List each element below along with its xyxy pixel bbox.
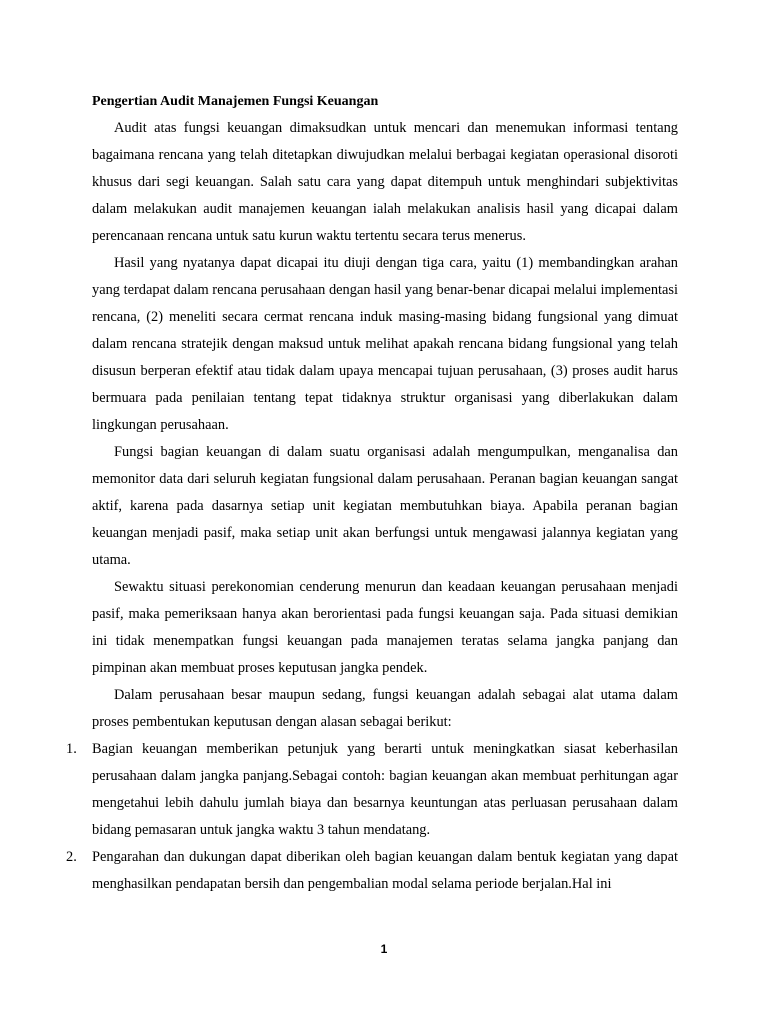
document-title: Pengertian Audit Manajemen Fungsi Keuangan bbox=[92, 94, 379, 109]
page-number: 1 bbox=[380, 942, 388, 956]
paragraph-5: Dalam perusahaan besar maupun sedang, fungsi keuangan adalah sebagai alat utama dalam proses pembentukan keputusan dengan alasan sebagai berikut: bbox=[92, 687, 678, 730]
list-item-number: 2. bbox=[66, 849, 77, 865]
paragraph-2: Hasil yang nyatanya dapat dicapai itu diuji dengan tiga cara, yaitu (1) membandingkan arahan yang terdapat dalam rencana perusahaan dengan hasil yang benar-benar dicapai melalui implementasi rencana, (2) meneliti secara cermat rencana induk masing-masing bidang fungsional yang dimuat dalam rencana stratejik dengan maksud untuk melihat apakah rencana bidang fungsional yang telah disusun berperan efektif atau tidak dalam upaya mencapai tujuan perusahaan, (3) proses audit harus bermuara pada penilaian tentang tepat tidaknya struktur organisasi yang diberlakukan dalam lingkungan perusahaan. bbox=[92, 255, 678, 433]
numbered-list bbox=[66, 736, 678, 898]
paragraph-1: Audit atas fungsi keuangan dimaksudkan untuk mencari dan menemukan informasi tentang bagaimana rencana yang telah ditetapkan diwujudkan melalui berbagai kegiatan operasional disoroti khusus dari segi keuangan. Salah satu cara yang dapat ditempuh untuk menghindari subjektivitas dalam melakukan audit manajemen keuangan ialah melakukan analisis hasil yang dicapai dalam perencanaan rencana untuk satu kurun waktu tertentu secara terus menerus. bbox=[92, 120, 678, 244]
document-page bbox=[66, 88, 678, 898]
paragraph-4: Sewaktu situasi perekonomian cenderung menurun dan keadaan keuangan perusahaan menjadi pasif, maka pemeriksaan hanya akan berorientasi pada fungsi keuangan saja. Pada situasi demikian ini tidak menempatkan fungsi keuangan pada manajemen teratas selama jangka panjang dan pimpinan akan membuat proses keputusan jangka pendek. bbox=[92, 579, 678, 676]
list-item-text: Bagian keuangan memberikan petunjuk yang berarti untuk meningkatkan siasat keberhasilan perusahaan dalam jangka panjang.Sebagai contoh: bagian keuangan akan membuat perhitungan agar mengetahui lebih dahulu jumlah biaya dan besarnya keuntungan atas perluasan perusahaan dalam bidang pemasaran untuk jangka waktu 3 tahun mendatang. bbox=[92, 741, 678, 838]
list-item-number: 1. bbox=[66, 741, 77, 757]
paragraph-3: Fungsi bagian keuangan di dalam suatu organisasi adalah mengumpulkan, menganalisa dan memonitor data dari seluruh kegiatan fungsional dalam perusahaan. Peranan bagian keuangan sangat aktif, karena pada dasarnya setiap unit kegiatan membutuhkan biaya. Apabila peranan bagian keuangan menjadi pasif, maka setiap unit akan berfungsi untuk mengawasi jalannya kegiatan yang utama. bbox=[92, 444, 678, 568]
list-item-2 bbox=[66, 844, 678, 898]
list-item-1 bbox=[66, 736, 678, 844]
list-item-text: Pengarahan dan dukungan dapat diberikan oleh bagian keuangan dalam bentuk kegiatan yang dapat menghasilkan pendapatan bersih dan pengembalian modal selama periode berjalan.Hal ini bbox=[92, 849, 678, 892]
